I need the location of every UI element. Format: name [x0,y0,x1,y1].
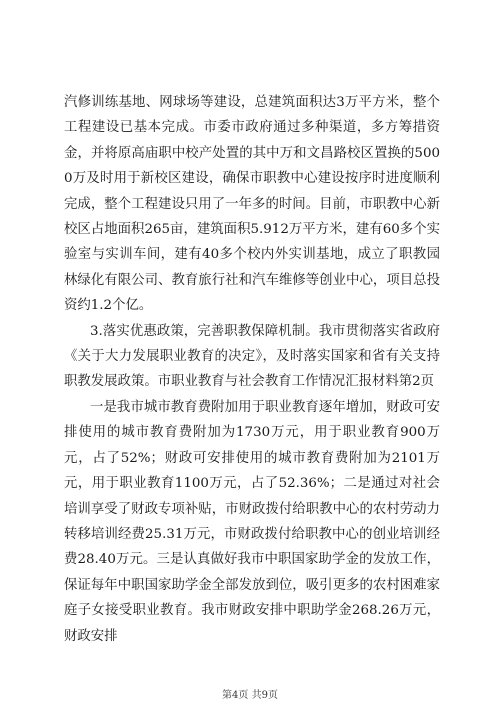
paragraph-3: 一是我市城市教育费附加用于职业教育逐年增加，财政可安排使用的城市教育费附加为1730万元，用于职业教育900万元，占了52%；财政可安排使用的城市教育费附加为2101万元，用于职业教育1100万元，占了52.36%；二是通过对社会培训享受了财政专项补贴，市财政拨付给职教中心的农村劳动力转移培训经费25.31万元，市财政拨付给职教中心的创业培训经费28.40万元。三是认真做好我市中职国家助学金的发放工作，保证每年中职国家助学金全部发放到位，吸引更多的农村困难家庭子女接受职业教育。我市财政安排中职助学金268.26万元，财政安排 [64,399,440,644]
paragraph-1: 汽修训练基地、网球场等建设，总建筑面积达3万平方米，整个工程建设已基本完成。市委市政府通过多种渠道，多方筹措资金，并将原高庙职中校产处置的其中万和文昌路校区置换的5000万及时用于新校区建设，确保市职教中心建设按序时进度顺利完成，整个工程建设只用了一年多的时间。目前，市职教中心新校区占地面积265亩，建筑面积5.912万平方米，建有60多个实验室与实训车间，建有40多个校内外实训基地，成立了职教园林绿化有限公司、教育旅行社和汽车维修等创业中心，项目总投资约1.2个亿。 [64,95,440,314]
paragraph-2: 3.落实优惠政策，完善职教保障机制。我市贯彻落实省政府《关于大力发展职业教育的决定》，及时落实国家和省有关支持职教发展政策。市职业教育与社会教育工作情况汇报材料第2页 [64,323,440,390]
page-number-footer: 第4页 共9页 [222,690,278,701]
document-body [64,90,440,649]
